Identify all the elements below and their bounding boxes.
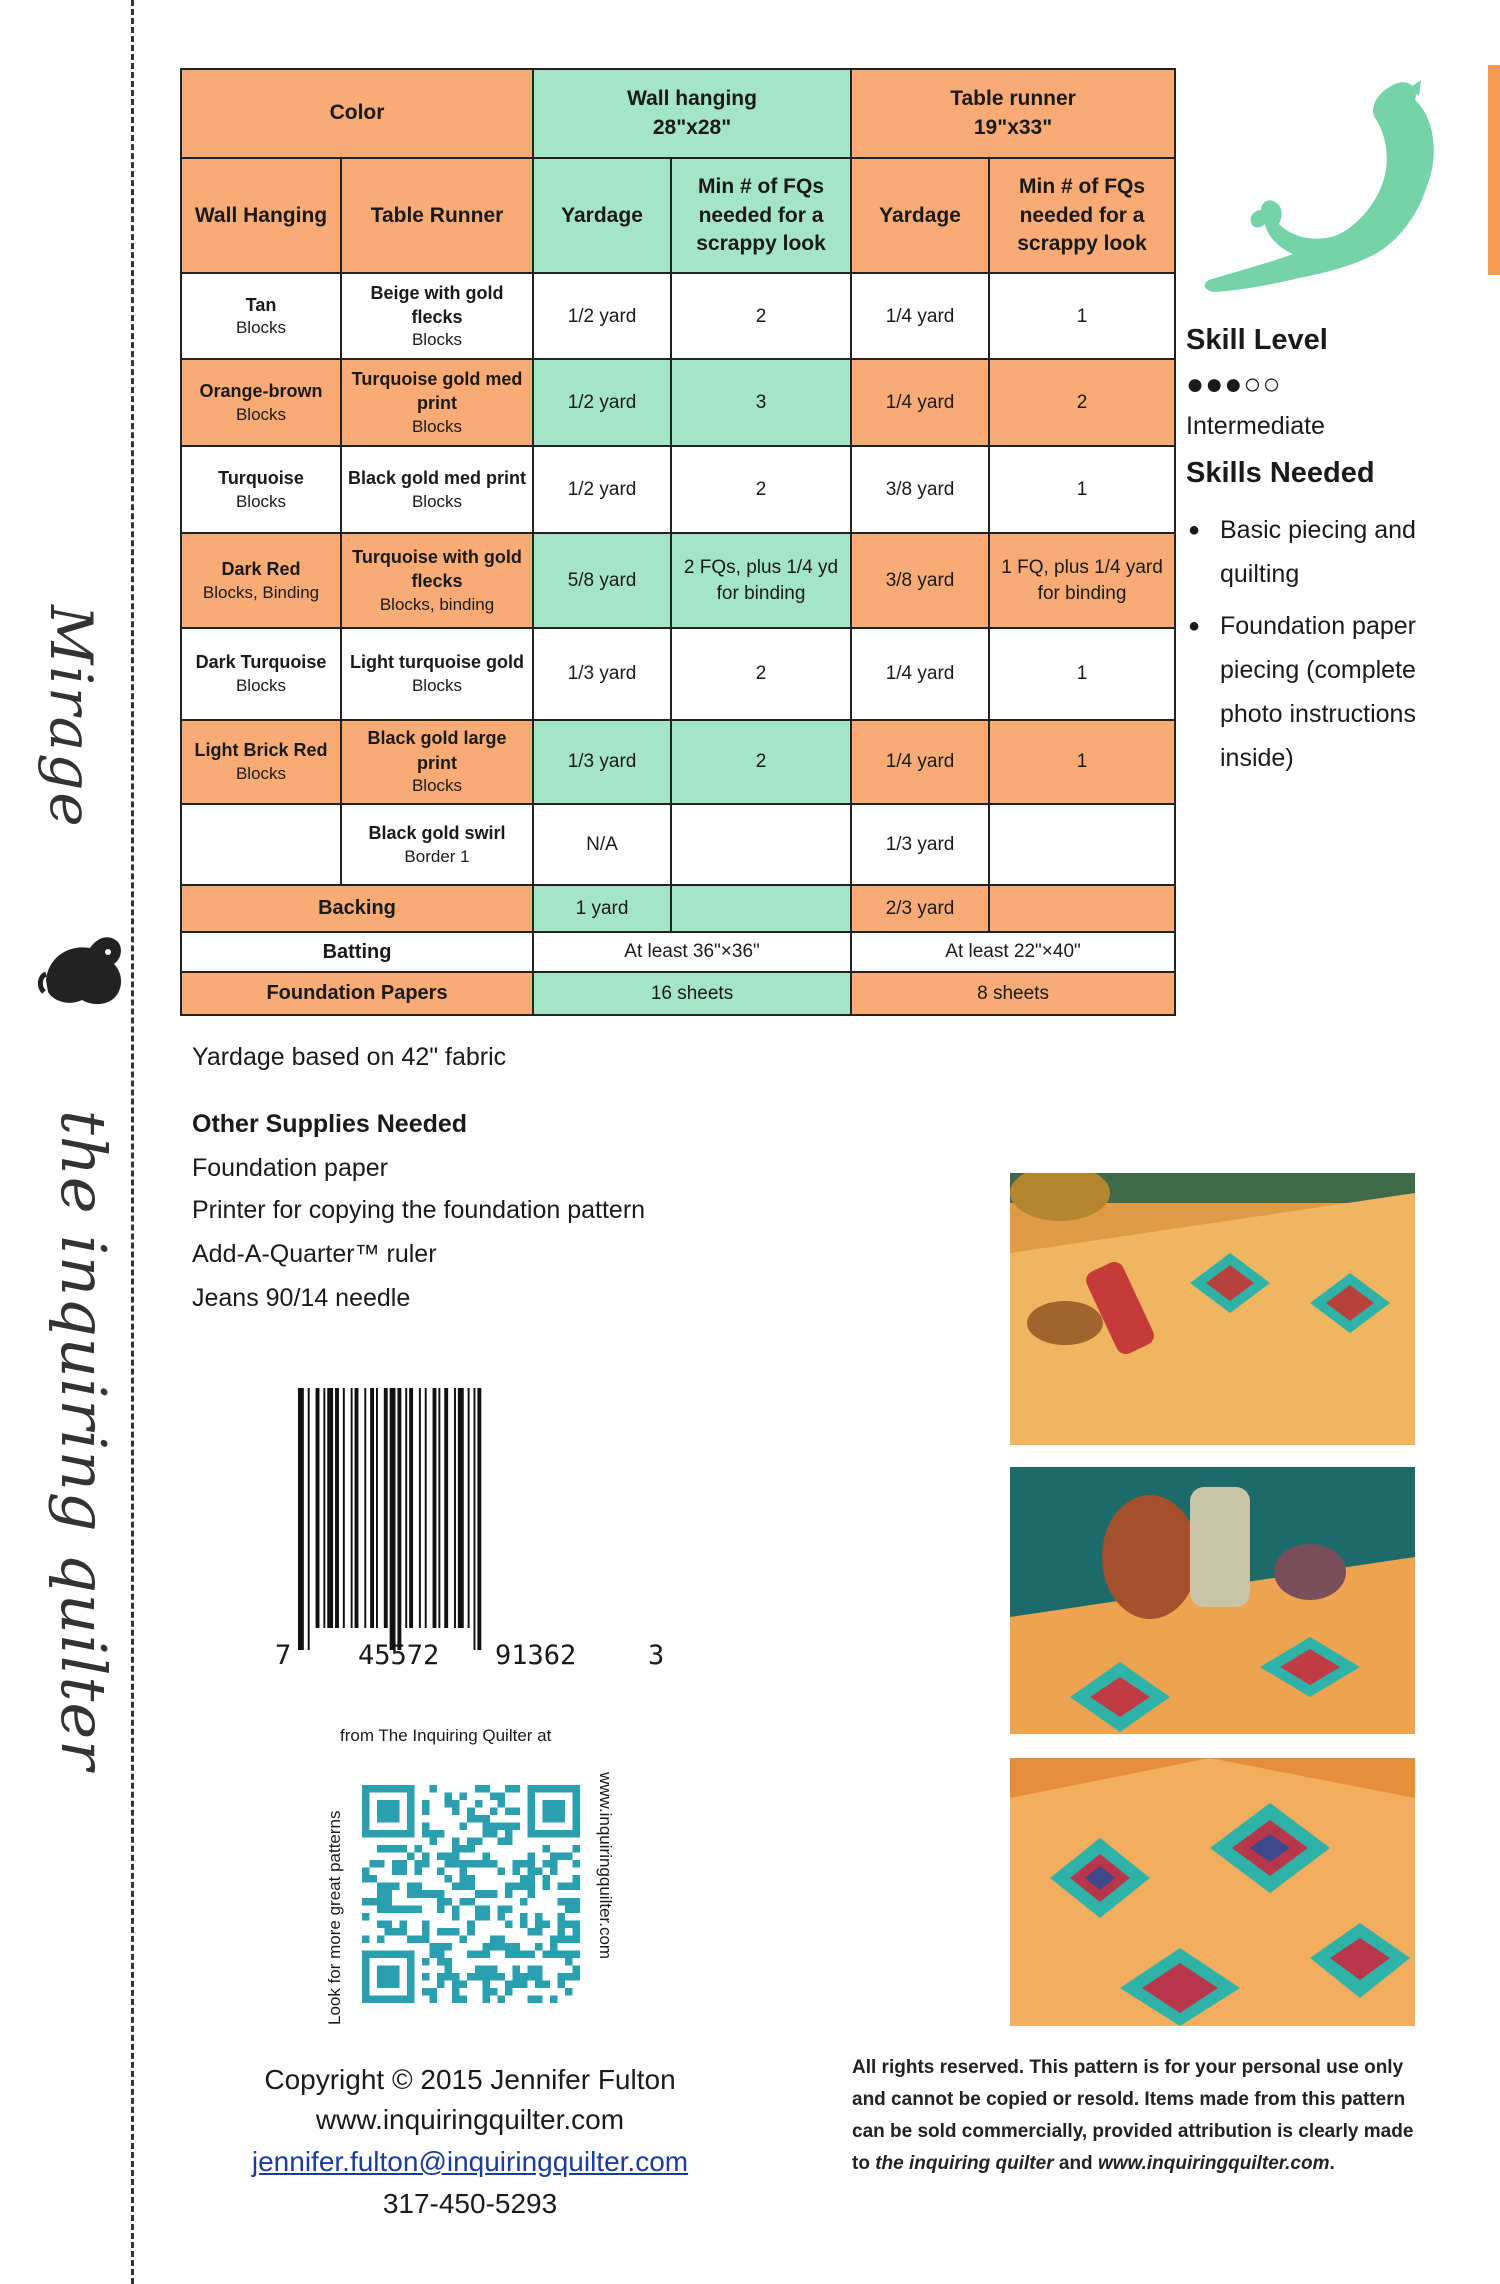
table-runner-fabric: Light turquoise gold Blocks bbox=[341, 628, 533, 719]
wh-yardage-cell: 1/2 yard bbox=[533, 446, 671, 533]
col-tr-min-fq: Min # of FQs needed for a scrappy look bbox=[989, 158, 1175, 273]
tr-yardage-cell: 1/3 yard bbox=[851, 804, 989, 885]
backing-wh-yardage: 1 yard bbox=[533, 885, 671, 932]
cat-logo-icon bbox=[38, 930, 130, 1010]
skills-needed-title: Skills Needed bbox=[1186, 457, 1375, 489]
wh-min-fq-cell: 2 bbox=[671, 446, 851, 533]
wh-min-fq-cell: 2 FQs, plus 1/4 yd for binding bbox=[671, 533, 851, 628]
table-row bbox=[181, 533, 1175, 628]
batting-tr: At least 22"×40" bbox=[851, 932, 1175, 972]
supplies-title: Other Supplies Needed bbox=[192, 1110, 468, 1138]
tr-yardage-cell: 1/4 yard bbox=[851, 359, 989, 446]
wh-min-fq-cell: 2 bbox=[671, 720, 851, 805]
supply-item: Foundation paper bbox=[192, 1154, 388, 1182]
backing-label: Backing bbox=[181, 885, 533, 932]
barcode-digit-first: 7 bbox=[275, 1640, 292, 1671]
wall-hanging-fabric: Orange-brown Blocks bbox=[181, 359, 341, 446]
bullet-icon: ● bbox=[1188, 519, 1201, 541]
copyright-line: Copyright © 2015 Jennifer Fulton bbox=[264, 2064, 676, 2095]
cat-stretching-icon bbox=[1195, 78, 1457, 306]
yardage-note: Yardage based on 42" fabric bbox=[192, 1043, 507, 1071]
wh-min-fq-cell: 2 bbox=[671, 628, 851, 719]
tr-min-fq-cell: 1 bbox=[989, 720, 1175, 805]
tr-yardage-cell: 1/4 yard bbox=[851, 273, 989, 359]
table-row bbox=[181, 359, 1175, 446]
table-row bbox=[181, 628, 1175, 719]
bullet-icon: ● bbox=[1188, 615, 1201, 637]
supply-item: Jeans 90/14 needle bbox=[192, 1284, 411, 1312]
wh-yardage-cell: 5/8 yard bbox=[533, 533, 671, 628]
email-link[interactable]: jennifer.fulton@inquiringquilter.com bbox=[251, 2146, 689, 2177]
wh-min-fq-cell bbox=[671, 804, 851, 885]
wall-hanging-fabric: Dark Red Blocks, Binding bbox=[181, 533, 341, 628]
quilt-photo-table-runner bbox=[1010, 1173, 1415, 1445]
page-edge-accent bbox=[1488, 65, 1500, 275]
vertical-pattern-title: Mirage bbox=[37, 605, 105, 829]
quilt-photo-vases bbox=[1010, 1467, 1415, 1734]
skill-item: ● Foundation paper piecing (complete photo instructions inside) bbox=[1186, 604, 1456, 780]
phone-number: 317-450-5293 bbox=[382, 2188, 558, 2219]
dashed-cut-line bbox=[131, 0, 134, 2284]
qr-side-text-right: www.inquiringquilter.com bbox=[596, 1772, 615, 1960]
table-row bbox=[181, 446, 1175, 533]
tr-min-fq-cell: 1 FQ, plus 1/4 yard for binding bbox=[989, 533, 1175, 628]
website-text: www.inquiringquilter.com bbox=[315, 2104, 625, 2135]
tr-min-fq-cell: 2 bbox=[989, 359, 1175, 446]
skill-item: ● Basic piecing and quilting bbox=[1186, 508, 1456, 596]
tr-yardage-cell: 1/4 yard bbox=[851, 720, 989, 805]
col-tr-yardage: Yardage bbox=[851, 158, 989, 273]
rights-notice: All rights reserved. This pattern is for your personal use only and cannot be copied or resold. Items made from this pattern can be sold commercially, provided attribution is clearly made to the inquiring quilter and www.inquiringquilter.com. bbox=[852, 2057, 1414, 2174]
table-runner-fabric: Turquoise gold med print Blocks bbox=[341, 359, 533, 446]
barcode bbox=[296, 1388, 641, 1650]
foundation-papers-label: Foundation Papers bbox=[181, 972, 533, 1015]
qr-side-text-left: Look for more great patterns bbox=[325, 1810, 344, 2025]
header-color: Color bbox=[181, 69, 533, 158]
tr-min-fq-cell: 1 bbox=[989, 446, 1175, 533]
tr-min-fq-cell bbox=[989, 804, 1175, 885]
foundation-tr: 8 sheets bbox=[851, 972, 1175, 1015]
skill-level-dots: ●●●○○ bbox=[1186, 368, 1282, 401]
header-wall-hanging: Wall hanging 28"x28" bbox=[533, 69, 851, 158]
wall-hanging-fabric bbox=[181, 804, 341, 885]
backing-tr-fq bbox=[989, 885, 1175, 932]
batting-label: Batting bbox=[181, 932, 533, 972]
tr-min-fq-cell: 1 bbox=[989, 273, 1175, 359]
tr-yardage-cell: 3/8 yard bbox=[851, 533, 989, 628]
wh-yardage-cell: 1/2 yard bbox=[533, 359, 671, 446]
foundation-wh: 16 sheets bbox=[533, 972, 851, 1015]
wall-hanging-fabric: Light Brick Red Blocks bbox=[181, 720, 341, 805]
fabric-requirements-table bbox=[180, 68, 1176, 1016]
col-wh-min-fq: Min # of FQs needed for a scrappy look bbox=[671, 158, 851, 273]
wh-yardage-cell: 1/3 yard bbox=[533, 628, 671, 719]
supply-item: Add-A-Quarter™ ruler bbox=[192, 1240, 437, 1268]
wh-min-fq-cell: 3 bbox=[671, 359, 851, 446]
table-runner-fabric: Beige with gold flecks Blocks bbox=[341, 273, 533, 359]
vertical-brand-name: the inquiring quilter bbox=[47, 1110, 120, 1771]
wall-hanging-fabric: Turquoise Blocks bbox=[181, 446, 341, 533]
supply-item: Printer for copying the foundation pattern bbox=[192, 1196, 646, 1224]
batting-wh: At least 36"×36" bbox=[533, 932, 851, 972]
table-row bbox=[181, 273, 1175, 359]
backing-tr-yardage: 2/3 yard bbox=[851, 885, 989, 932]
quilt-photo-wall-hanging bbox=[1010, 1758, 1415, 2026]
skill-level-title: Skill Level bbox=[1186, 324, 1328, 356]
wh-yardage-cell: 1/3 yard bbox=[533, 720, 671, 805]
barcode-digits-right: 91362 bbox=[495, 1640, 577, 1671]
qr-caption: from The Inquiring Quilter at bbox=[340, 1726, 552, 1745]
tr-yardage-cell: 3/8 yard bbox=[851, 446, 989, 533]
wall-hanging-fabric: Dark Turquoise Blocks bbox=[181, 628, 341, 719]
table-runner-fabric: Turquoise with gold flecks Blocks, binding bbox=[341, 533, 533, 628]
table-row bbox=[181, 720, 1175, 805]
table-row bbox=[181, 804, 1175, 885]
col-wall-hanging: Wall Hanging bbox=[181, 158, 341, 273]
table-runner-fabric: Black gold large print Blocks bbox=[341, 720, 533, 805]
table-runner-fabric: Black gold med print Blocks bbox=[341, 446, 533, 533]
barcode-digit-last: 3 bbox=[648, 1640, 665, 1671]
tr-min-fq-cell: 1 bbox=[989, 628, 1175, 719]
wh-yardage-cell: N/A bbox=[533, 804, 671, 885]
wh-min-fq-cell: 2 bbox=[671, 273, 851, 359]
qr-code[interactable] bbox=[362, 1785, 580, 2003]
table-runner-fabric: Black gold swirl Border 1 bbox=[341, 804, 533, 885]
barcode-digits-left: 45572 bbox=[358, 1640, 440, 1671]
backing-wh-fq bbox=[671, 885, 851, 932]
wh-yardage-cell: 1/2 yard bbox=[533, 273, 671, 359]
wall-hanging-fabric: Tan Blocks bbox=[181, 273, 341, 359]
col-table-runner: Table Runner bbox=[341, 158, 533, 273]
skill-level-value: Intermediate bbox=[1186, 412, 1325, 440]
col-wh-yardage: Yardage bbox=[533, 158, 671, 273]
tr-yardage-cell: 1/4 yard bbox=[851, 628, 989, 719]
header-table-runner: Table runner 19"x33" bbox=[851, 69, 1175, 158]
